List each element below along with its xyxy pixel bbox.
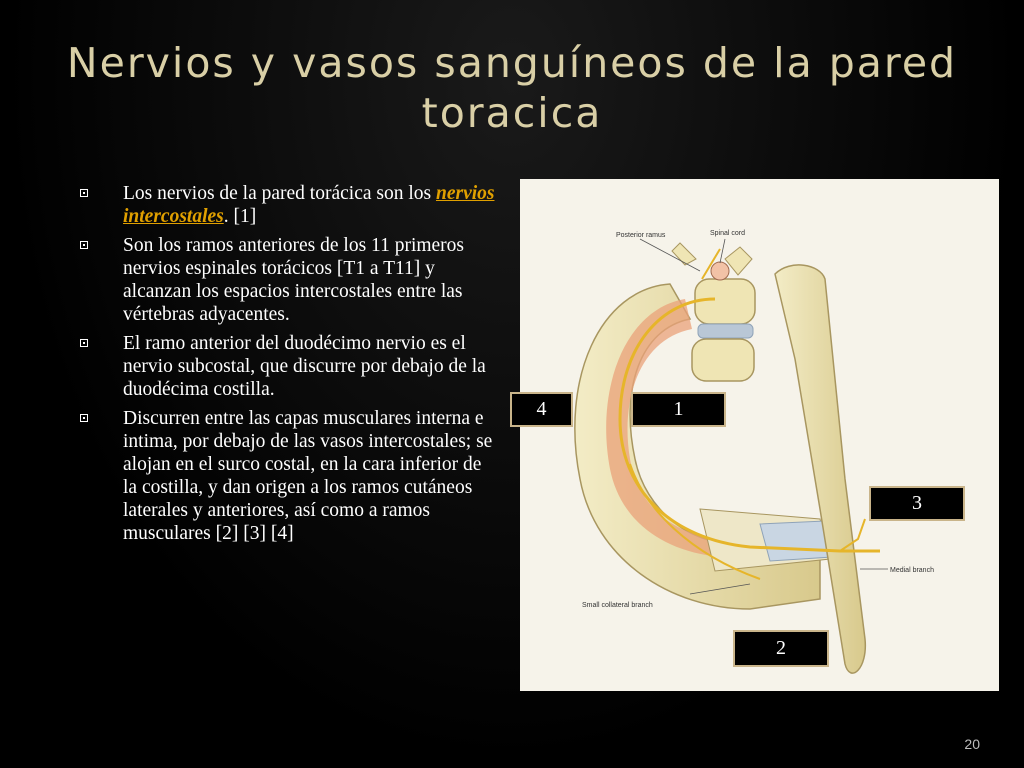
bullet-item — [80, 234, 500, 326]
cartilage-highlight — [760, 521, 832, 561]
callout-box-3: 3 — [869, 486, 965, 521]
bullet-square-icon — [80, 241, 88, 249]
bullet-list — [80, 182, 500, 551]
bullet-text: Discurren entre las capas musculares interna e intima, por debajo de las vasos intercostales; se alojan en el surco costal, en la cara inferior de la costilla, y dan origen a los ramos cutáneos laterales y anteriores, así como a ramos musculares [2] [3] [4] — [123, 408, 493, 544]
bullet-item — [80, 182, 500, 228]
callout-box-2: 2 — [733, 630, 829, 667]
bullet-square-icon — [80, 189, 88, 197]
bullet-square-icon — [80, 414, 88, 422]
rib-nerve-illustration — [520, 179, 999, 691]
callout-box-1: 1 — [631, 392, 726, 427]
label-posterior-ramus: Posterior ramus — [616, 232, 666, 239]
label-spinal-cord: Spinal cord — [710, 230, 746, 237]
bullet-item — [80, 332, 500, 401]
bullet-square-icon — [80, 339, 88, 347]
bullet-item — [80, 407, 500, 545]
bullet-text: Son los ramos anteriores de los 11 primeros nervios espinales torácicos [T1 a T11] y alcanzan los espacios intercostales entre las vértebras adyacentes. — [123, 235, 465, 325]
label-small-collateral-branch: Small collateral branch — [582, 602, 653, 609]
page-number: 20 — [964, 736, 980, 752]
anatomy-figure — [520, 179, 999, 691]
label-medial-branch: Medial branch — [890, 567, 934, 574]
bullet-text-end: . [1] — [223, 206, 257, 227]
slide-title: Nervios y vasos sanguíneos de la pared toracica — [66, 39, 958, 137]
bullet-text-start: Los nervios de la pared torácica son los — [123, 183, 436, 204]
nervios-intercostales-link[interactable]: nervios intercostales — [123, 183, 495, 227]
bullet-text: El ramo anterior del duodécimo nervio es el nervio subcostal, que discurre por debajo de la duodécima costilla. — [123, 333, 486, 400]
callout-box-4: 4 — [510, 392, 573, 427]
